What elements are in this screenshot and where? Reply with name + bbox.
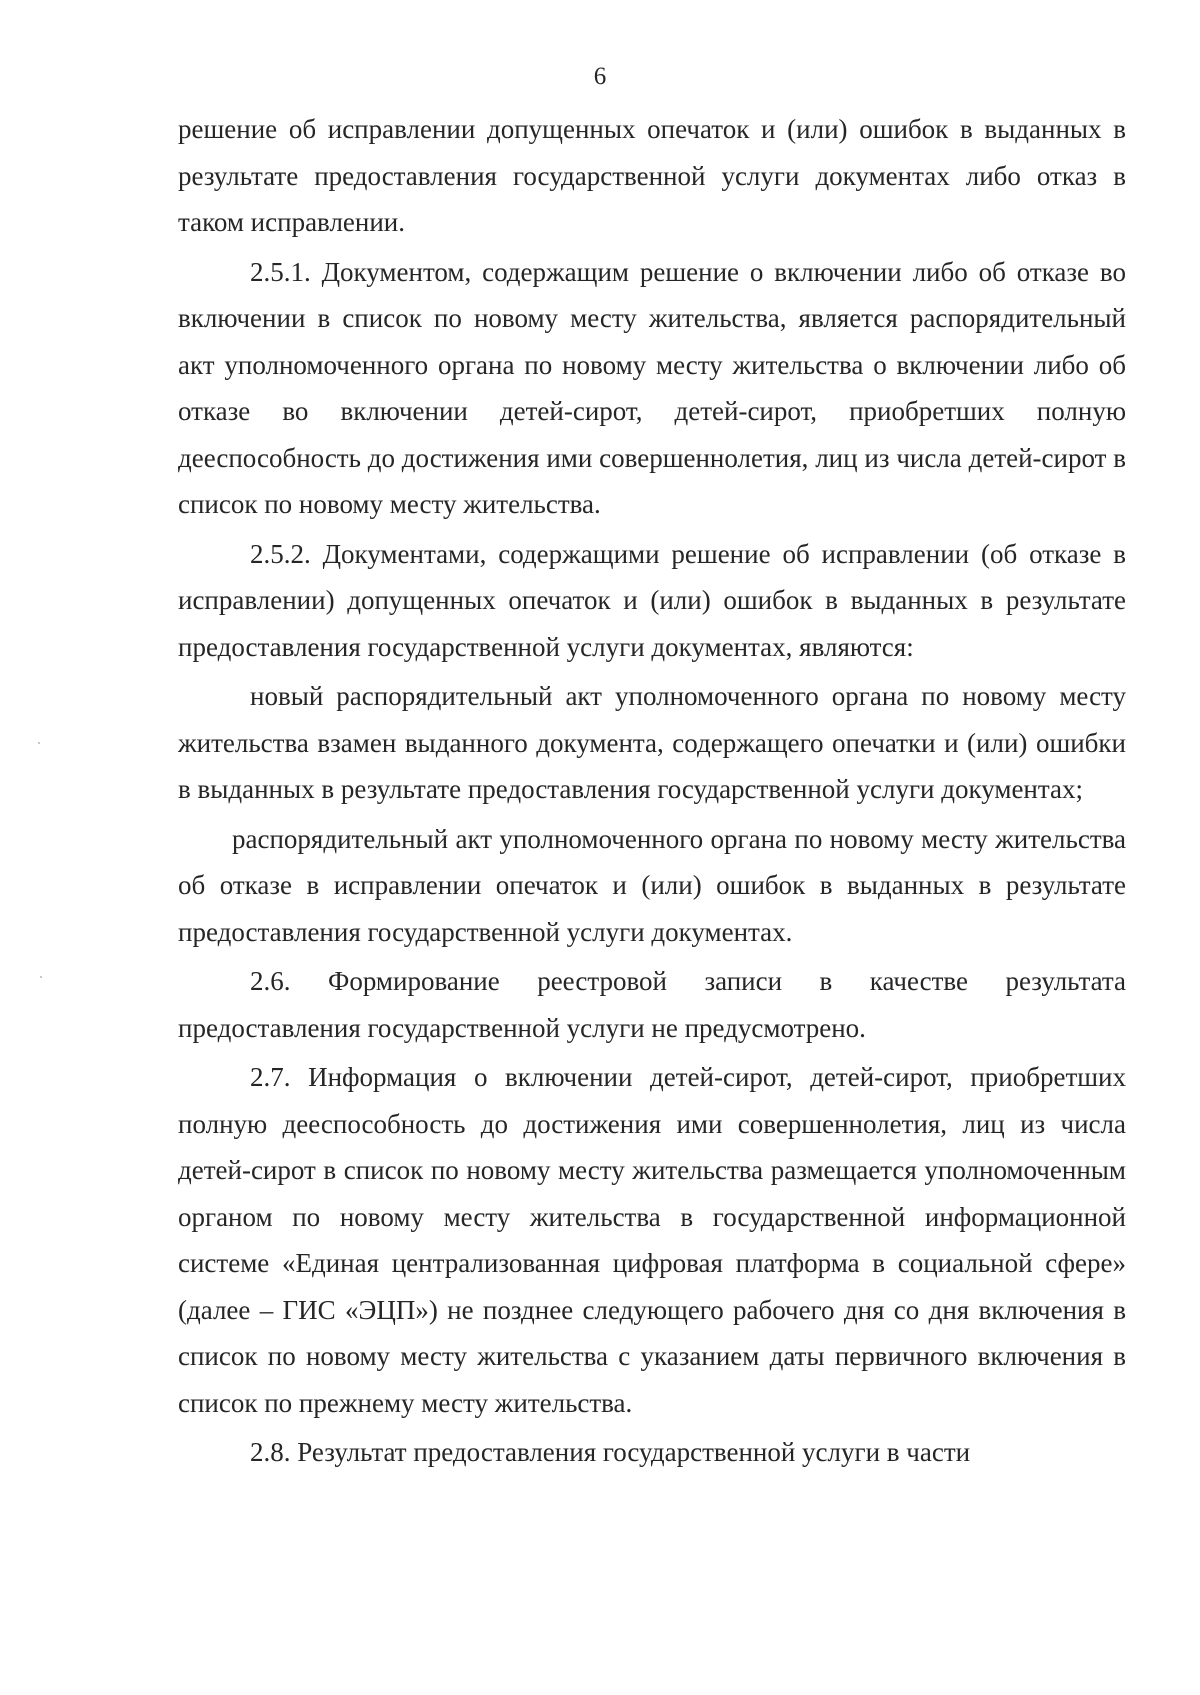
paragraph-new-act: новый распорядительный акт уполномоченного органа по новому месту жительства взамен выданного документа, содержащего опечатки и (или) ошибки в выданных в результате предоставления государственной услуги документах;: [178, 681, 1126, 804]
paragraph-2-7: 2.7. Информация о включении детей-сирот, детей-сирот, приобретших полную дееспособность до достижения ими совершеннолетия, лиц из числа детей-сирот в список по новому месту жительства размещается уполномоченным органом по новому месту жительства в государственной информационной системе «Единая централизованная цифровая платформа в социальной сфере» (далее – ГИС «ЭЦП») не позднее следующего рабочего дня со дня включения в список по новому месту жительства с указанием даты первичного включения в список по прежнему месту жительства.: [178, 1062, 1126, 1418]
paragraph-continuation: решение об исправлении допущенных опечаток и (или) ошибок в выданных в результате предоставления государственной услуги документах либо отказ в таком исправлении.: [178, 114, 1126, 237]
page-number: 6: [593, 63, 607, 90]
scan-speck: [38, 742, 40, 744]
paragraph-2-6: 2.6. Формирование реестровой записи в качестве результата предоставления государственной услуги не предусмотрено.: [178, 966, 1126, 1043]
scan-speck: [40, 976, 42, 978]
paragraph-refusal-act: распорядительный акт уполномоченного органа по новому месту жительства об отказе в исправлении опечаток и (или) ошибок в выданных в результате предоставления государственной услуги документах.: [178, 823, 1126, 947]
document-body: [178, 106, 1126, 1479]
paragraph-2-5-2: 2.5.2. Документами, содержащими решение об исправлении (об отказе в исправлении) допущенных опечаток и (или) ошибок в выданных в результате предоставления государственной услуги документах, являются:: [178, 538, 1126, 662]
paragraph-2-8: 2.8. Результат предоставления государственной услуги в части: [250, 1437, 971, 1467]
paragraph-2-5-1: 2.5.1. Документом, содержащим решение о включении либо об отказе во включении в список по новому месту жительства, является распорядительный акт уполномоченного органа по новому месту жительства о включении либо об отказе во включении детей-сирот, детей-сирот, приобретших полную дееспособность до достижения ими совершеннолетия, лиц из числа детей-сирот в список по новому месту жительства.: [178, 256, 1126, 519]
